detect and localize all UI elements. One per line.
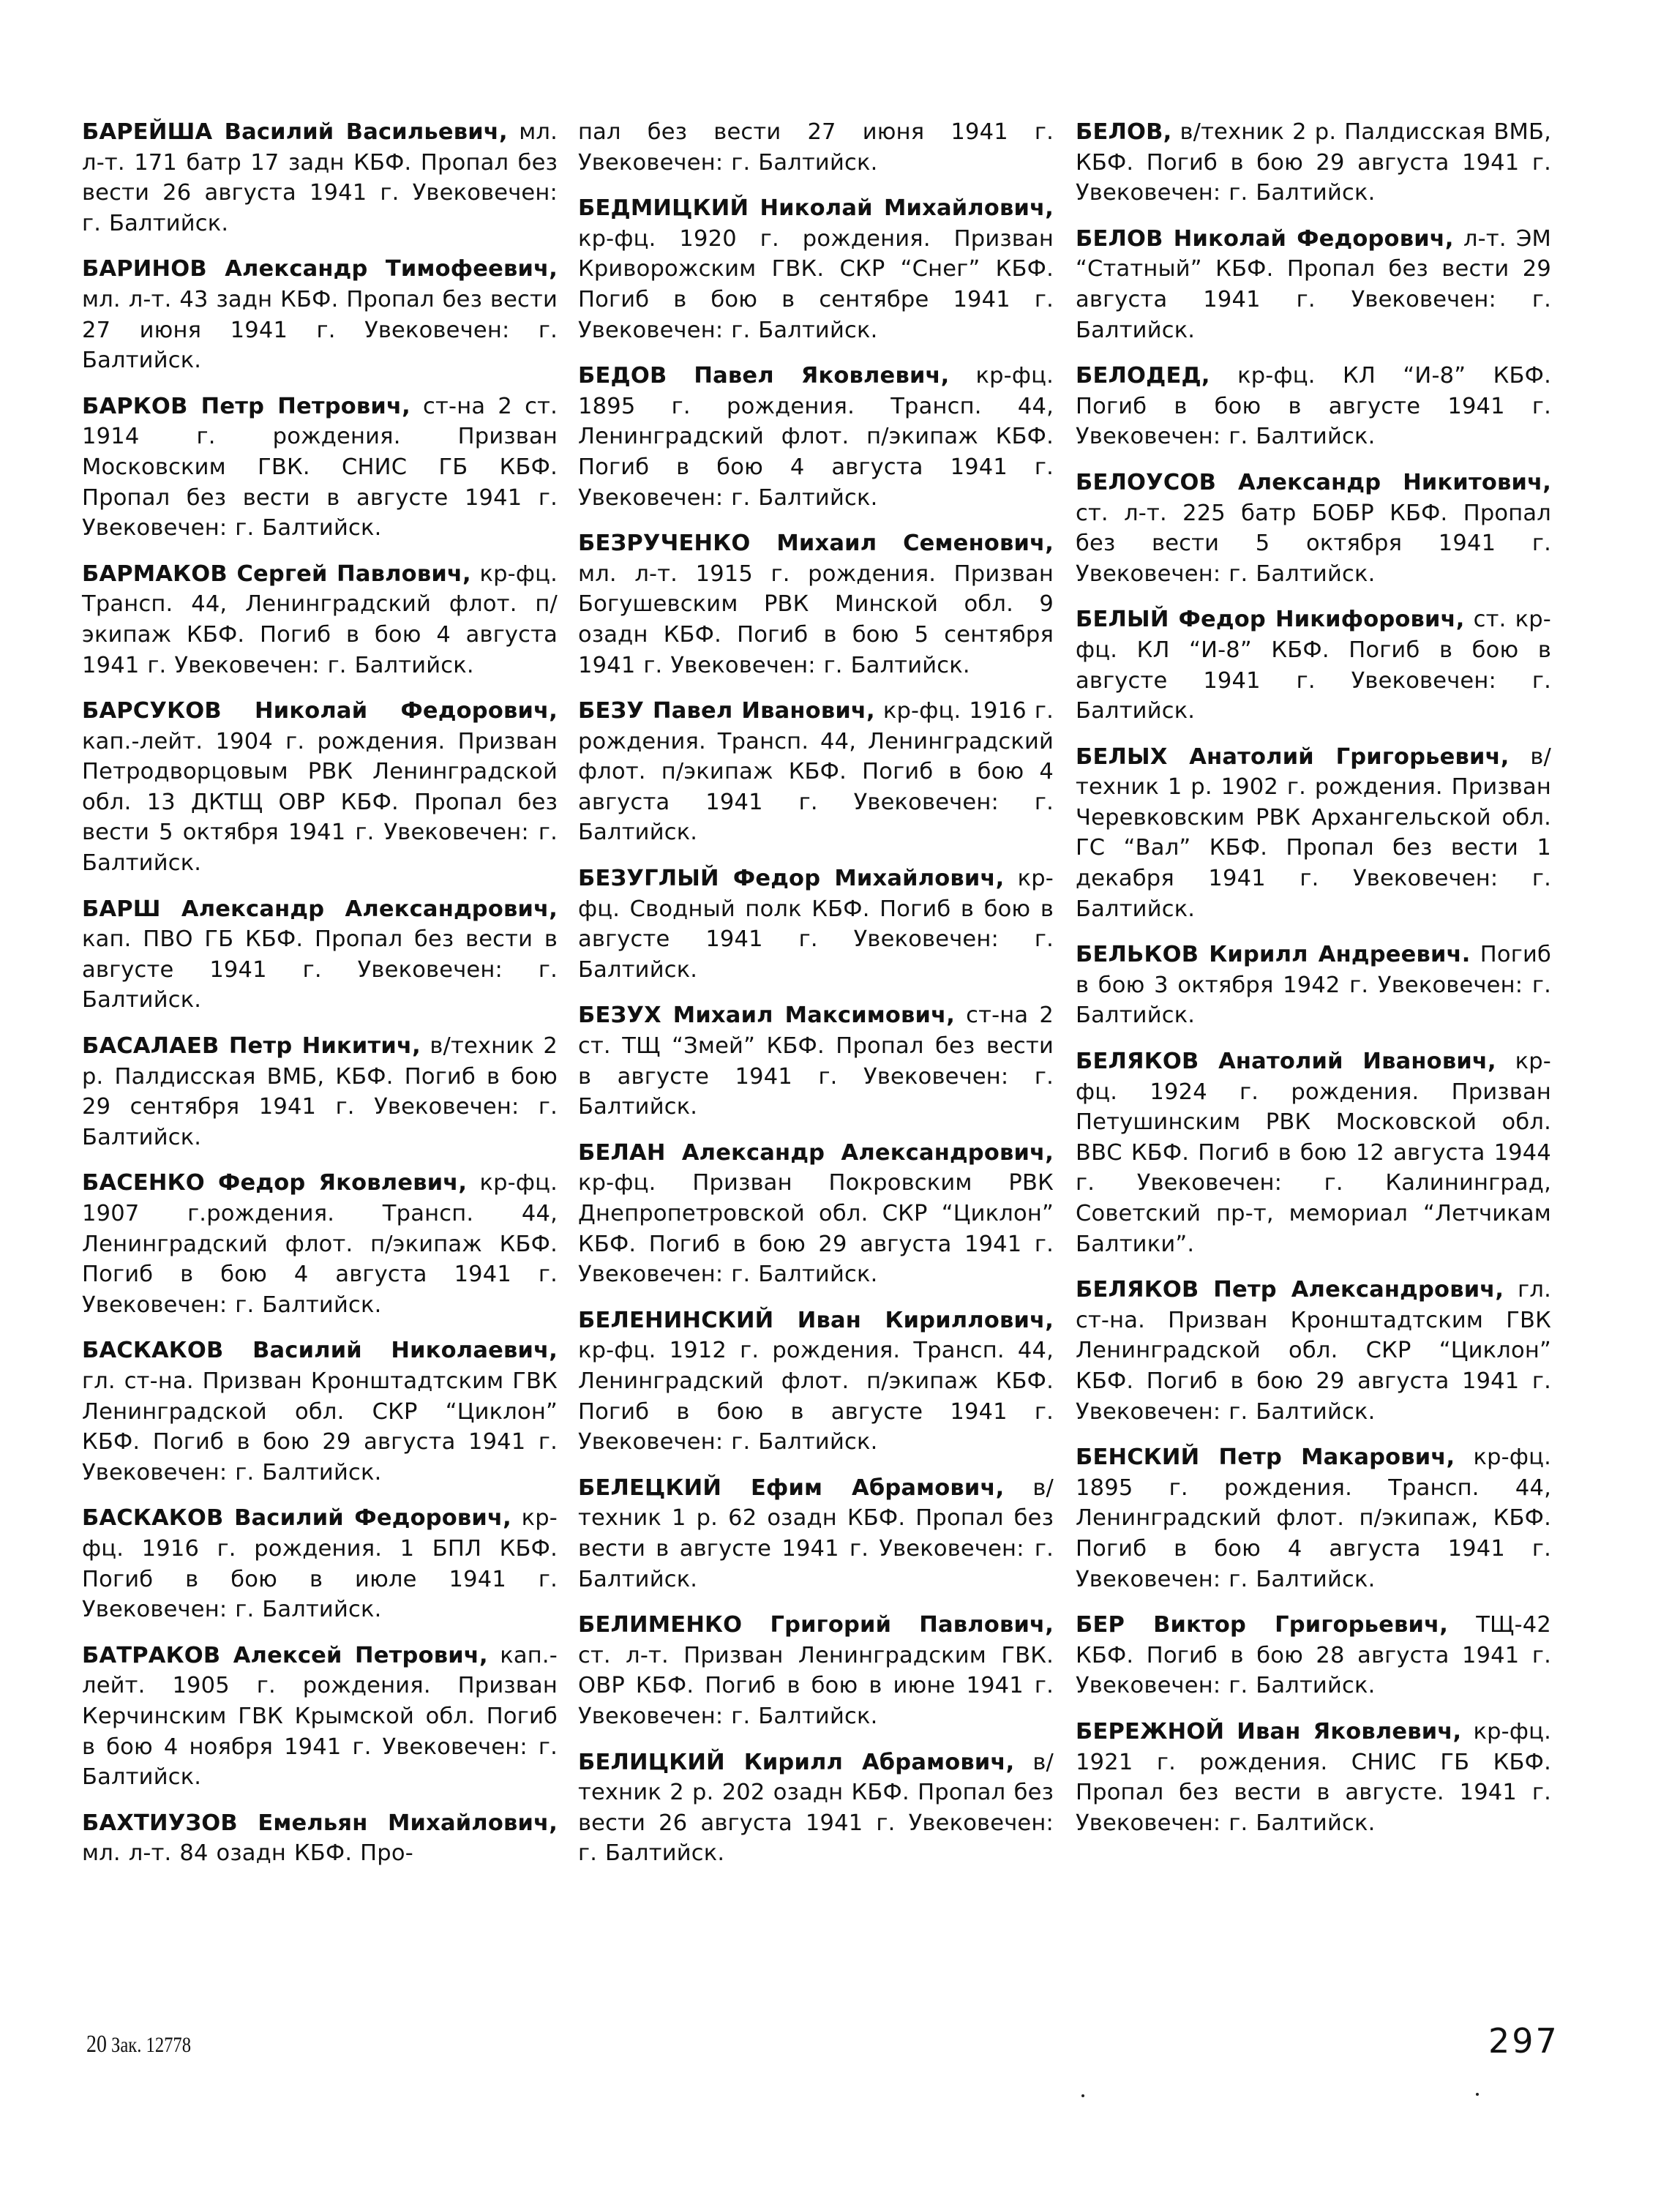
entry-details: в/техник 1 р. 62 озадн КБФ. Пропал без вести в августе 1941 г. Увековечен: г. Балтийск. [578,1475,1054,1592]
entry-details: ст. л-т. 225 батр БОБР КБФ. Пропал без вести 5 октября 1941 г. Увековечен: г. Балтийск. [1076,500,1551,587]
memorial-entry [578,1747,1054,1869]
column-1 [82,117,558,1884]
entry-name: БЕЛОВ Николай Федорович, [1076,225,1454,252]
memorial-entry [1076,361,1551,452]
memorial-entry [578,361,1054,513]
entry-details: гл. ст-на. Призван Кронштадтским ГВК Ленинградской обл. СКР “Циклон” КБФ. Погиб в бою 29 августа 1941 г. Увековечен: г. Балтийск. [82,1368,558,1485]
memorial-entry [578,193,1054,345]
entry-name: БЕЛОДЕД, [1076,363,1210,389]
entry-name: БЕРЕЖНОЙ Иван Яковлевич, [1076,1718,1462,1745]
entry-details: ст-на 2 ст. ТЩ “Змей” КБФ. Пропал без вести в августе 1941 г. Увековечен: г. Балтийск. [578,1003,1054,1120]
memorial-entry [578,696,1054,848]
entry-details: л-т. ЭМ “Статный” КБФ. Пропал без вести 29 августа 1941 г. Увековечен: г. Балтийск. [1076,225,1551,343]
memorial-entry [1076,742,1551,925]
entry-details: ст. кр-фц. КЛ “И-8” КБФ. Погиб в бою в августе 1941 г. Увековечен: г. Балтийск. [1076,607,1551,724]
memorial-entry [82,696,558,879]
memorial-entry [1076,1610,1551,1701]
memorial-entry [82,894,558,1016]
entry-name: БАСЕНКО Федор Яковлевич, [82,1170,468,1196]
memorial-entry [1076,1046,1551,1259]
entry-name: БЕЛОУСОВ Александр Никитович, [1076,469,1551,495]
entry-details: кап.-лейт. 1905 г. рождения. Призван Керчинским ГВК Крымской обл. Погиб в бою 4 ноября 1941 г. Увековечен: г. Балтийск. [82,1642,558,1791]
entry-details: кр-фц. 1895 г. рождения. Трансп. 44, Ленинградский флот. п/экипаж, КБФ. Погиб в бою 4 августа 1941 г. Увековечен: г. Балтийск. [1076,1445,1551,1592]
entry-name: БЕЛАН Александр Александрович, [578,1139,1054,1166]
entry-details: мл. л-т. 43 задн КБФ. Пропал без вести 27 июня 1941 г. Увековечен: г. Балтийск. [82,286,558,374]
signature-order: Зак. 12778 [111,2033,192,2057]
memorial-entry [82,391,558,544]
entry-name: БАРМАКОВ Сергей Павлович, [82,561,471,587]
entry-name: БЕР Виктор Григорьевич, [1076,1612,1449,1638]
memorial-entry [82,1031,558,1153]
entry-name: БАРСУКОВ Николай Федорович, [82,698,558,724]
entry-details: кр-фц. 1920 г. рождения. Призван Криворожским ГВК. СКР “Снег” КБФ. Погиб в бою в сентябре 1941 г. Увековечен: г. Балтийск. [578,225,1054,343]
print-speck [1476,2093,1479,2096]
entry-name: БЕЛЯКОВ Петр Александрович, [1076,1277,1504,1303]
entry-name: БЕДОВ Павел Яковлевич, [578,363,950,389]
entry-name: БЕЛЯКОВ Анатолий Иванович, [1076,1049,1496,1075]
signature-sheet-number: 20 [86,2031,107,2058]
memorial-entry [82,1335,558,1488]
entry-details: в/техник 2 р. Палдисская ВМБ, КБФ. Погиб в бою 29 августа 1941 г. Увековечен: г. Балтийск. [1076,119,1551,206]
entry-details: в/техник 2 р. Палдисская ВМБ, КБФ. Погиб в бою 29 сентября 1941 г. Увековечен: г. Балтийск. [82,1033,558,1150]
entry-name: БЕЛЫХ Анатолий Григорьевич, [1076,743,1510,770]
entry-details: мл. л-т. 171 батр 17 задн КБФ. Пропал без вести 26 августа 1941 г. Увековечен: г. Балтийск. [82,119,558,236]
memorial-entry [578,1473,1054,1595]
memorial-entry [578,1610,1054,1731]
entry-details: кр-фц. 1895 г. рождения. Трансп. 44, Ленинградский флот. п/экипаж КБФ. Погиб в бою 4 августа 1941 г. Увековечен: г. Балтийск. [578,363,1054,511]
column-3 [1076,117,1551,1854]
entry-name: БАСАЛАЕВ Петр Никитич, [82,1033,421,1060]
print-speck [1081,2094,1084,2097]
entry-name: БАТРАКОВ Алексей Петрович, [82,1642,488,1668]
memorial-entry [1076,1442,1551,1595]
entry-details: пал без вести 27 июня 1941 г. Увековечен: г. Балтийск. [578,119,1054,176]
entry-name: БЕНСКИЙ Петр Макарович, [1076,1445,1455,1471]
memorial-entry [82,1641,558,1793]
entry-name: БАРКОВ Петр Петрович, [82,393,410,419]
memorial-entry [1076,468,1551,589]
memorial-entry [1076,1275,1551,1427]
entry-name: БЕЛЕЦКИЙ Ефим Абрамович, [578,1475,1005,1501]
entry-details: кр-фц. Сводный полк КБФ. Погиб в бою в августе 1941 г. Увековечен: г. Балтийск. [578,866,1054,983]
entry-details: мл. л-т. 1915 г. рождения. Призван Богушевским РВК Минской обл. 9 озадн КБФ. Погиб в бою 5 сентября 1941 г. Увековечен: г. Балтийск. [578,561,1054,678]
memorial-entry [1076,940,1551,1031]
entry-details: кр-фц. 1916 г. рождения. Трансп. 44, Ленинградский флот. п/экипаж КБФ. Погиб в бою 4 августа 1941 г. Увековечен: г. Балтийск. [578,698,1054,846]
entry-name: БЕЛЬКОВ Кирилл Андреевич. [1076,942,1471,968]
entry-name: БАРЕЙША Василий Васильевич, [82,119,508,145]
memorial-entry [578,1305,1054,1458]
entry-name: БЕЛЫЙ Федор Никифорович, [1076,607,1465,633]
memorial-entry [1076,117,1551,209]
entry-details: мл. л-т. 84 озадн КБФ. Про- [82,1840,413,1867]
entry-name: БЕЗУГЛЫЙ Федор Михайлович, [578,866,1005,892]
memorial-entry [82,1503,558,1625]
entry-details: кап. ПВО ГБ КБФ. Пропал без вести в августе 1941 г. Увековечен: г. Балтийск. [82,926,558,1013]
entry-details: кр-фц. 1912 г. рождения. Трансп. 44, Ленинградский флот. п/экипаж КБФ. Погиб в бою в августе 1941 г. Увековечен: г. Балтийск. [578,1338,1054,1455]
entry-name: БЕЛИМЕНКО Григорий Павлович, [578,1612,1054,1638]
entry-details: кр-фц. Трансп. 44, Ленинградский флот. п/экипаж КБФ. Погиб в бою 4 августа 1941 г. Увековечен: г. Балтийск. [82,561,558,678]
memorial-entry [578,863,1054,985]
entry-details: кап.-лейт. 1904 г. рождения. Призван Петродворцовым РВК Ленинградской обл. 13 ДКТЩ ОВР КБФ. Пропал без вести 5 октября 1941 г. Увековечен: г. Балтийск. [82,728,558,877]
memorial-entry [82,1808,558,1869]
entry-name: БАСКАКОВ Василий Николаевич, [82,1338,558,1364]
memorial-entry [1076,224,1551,345]
entry-details: кр-фц. Призван Покровским РВК Днепропетровской обл. СКР “Циклон” КБФ. Погиб в бою 29 августа 1941 г. Увековечен: г. Балтийск. [578,1170,1054,1288]
entry-details: ст. л-т. Призван Ленинградским ГВК. ОВР КБФ. Погиб в бою в июне 1941 г. Увековечен: г. Балтийск. [578,1642,1054,1729]
entry-details: кр-фц. 1924 г. рождения. Призван Петушинским РВК Московской обл. ВВС КБФ. Погиб в бою 12 августа 1944 г. Увековечен: г. Калининград, Советский пр-т, мемориал “Летчикам Балтики”. [1076,1049,1551,1257]
memorial-entry [578,1000,1054,1122]
entry-name: БЕДМИЦКИЙ Николай Михайлович, [578,195,1054,222]
entry-details: ТЩ-42 КБФ. Погиб в бою 28 августа 1941 г. Увековечен: г. Балтийск. [1076,1612,1551,1699]
entry-name: БЕЗРУЧЕНКО Михаил Семенович, [578,531,1054,557]
entry-name: БЕЗУХ Михаил Максимович, [578,1003,956,1029]
memorial-entry [578,117,1054,178]
entry-name: БЕЛИЦКИЙ Кирилл Абрамович, [578,1749,1015,1775]
memorial-entry [82,117,558,239]
entry-details: в/техник 2 р. 202 озадн КБФ. Пропал без вести 26 августа 1941 г. Увековечен: г. Балтийск. [578,1749,1054,1867]
entry-name: БАРИНОВ Александр Тимофеевич, [82,256,558,282]
entry-name: БЕЛЕНИНСКИЙ Иван Кириллович, [578,1307,1054,1333]
memorial-entry [578,528,1054,681]
memorial-entry [1076,604,1551,726]
entry-details: в/техник 1 р. 1902 г. рождения. Призван Черевковским РВК Архангельской обл. ГС “Вал” КБФ. Пропал без вести 1 декабря 1941 г. Увековечен: г. Балтийск. [1076,743,1552,922]
entry-details: кр-фц. 1907 г.рождения. Трансп. 44, Ленинградский флот. п/экипаж КБФ. Погиб в бою 4 августа 1941 г. Увековечен: г. Балтийск. [82,1170,558,1318]
memorial-entry [82,1168,558,1320]
entry-details: Погиб в бою 3 октября 1942 г. Увековечен: г. Балтийск. [1076,942,1551,1029]
entry-details: кр-фц. 1921 г. рождения. СНИС ГБ КБФ. Пропал без вести в августе. 1941 г. Увековечен: г. Балтийск. [1076,1718,1551,1836]
entry-name: БЕЗУ Павел Иванович, [578,698,875,724]
entry-details: ст-на 2 ст. 1914 г. рождения. Призван Московским ГВК. СНИС ГБ КБФ. Пропал без вести в августе 1941 г. Увековечен: г. Балтийск. [82,393,558,542]
memorial-entry [578,1138,1054,1290]
entry-name: БАХТИУЗОВ Емельян Михайлович, [82,1810,558,1836]
entry-name: БАСКАКОВ Василий Федорович, [82,1505,511,1532]
memorial-entry [82,254,558,375]
printer-signature [86,2031,191,2058]
entry-name: БЕЛОВ, [1076,119,1172,145]
entry-details: кр-фц. 1916 г. рождения. 1 БПЛ КБФ. Погиб в бою в июле 1941 г. Увековечен: г. Балтийск. [82,1505,558,1623]
entry-details: гл. ст-на. Призван Кронштадтским ГВК Ленинградской обл. СКР “Циклон” КБФ. Погиб в бою 29 августа 1941 г. Увековечен: г. Балтийск. [1076,1277,1551,1425]
memorial-entry [1076,1717,1551,1838]
page-number: 297 [1488,2021,1559,2061]
entry-name: БАРШ Александр Александрович, [82,896,558,922]
column-2 [578,117,1054,1884]
entry-details: кр-фц. КЛ “И-8” КБФ. Погиб в бою в августе 1941 г. Увековечен: г. Балтийск. [1076,363,1551,450]
memorial-entry [82,559,558,681]
